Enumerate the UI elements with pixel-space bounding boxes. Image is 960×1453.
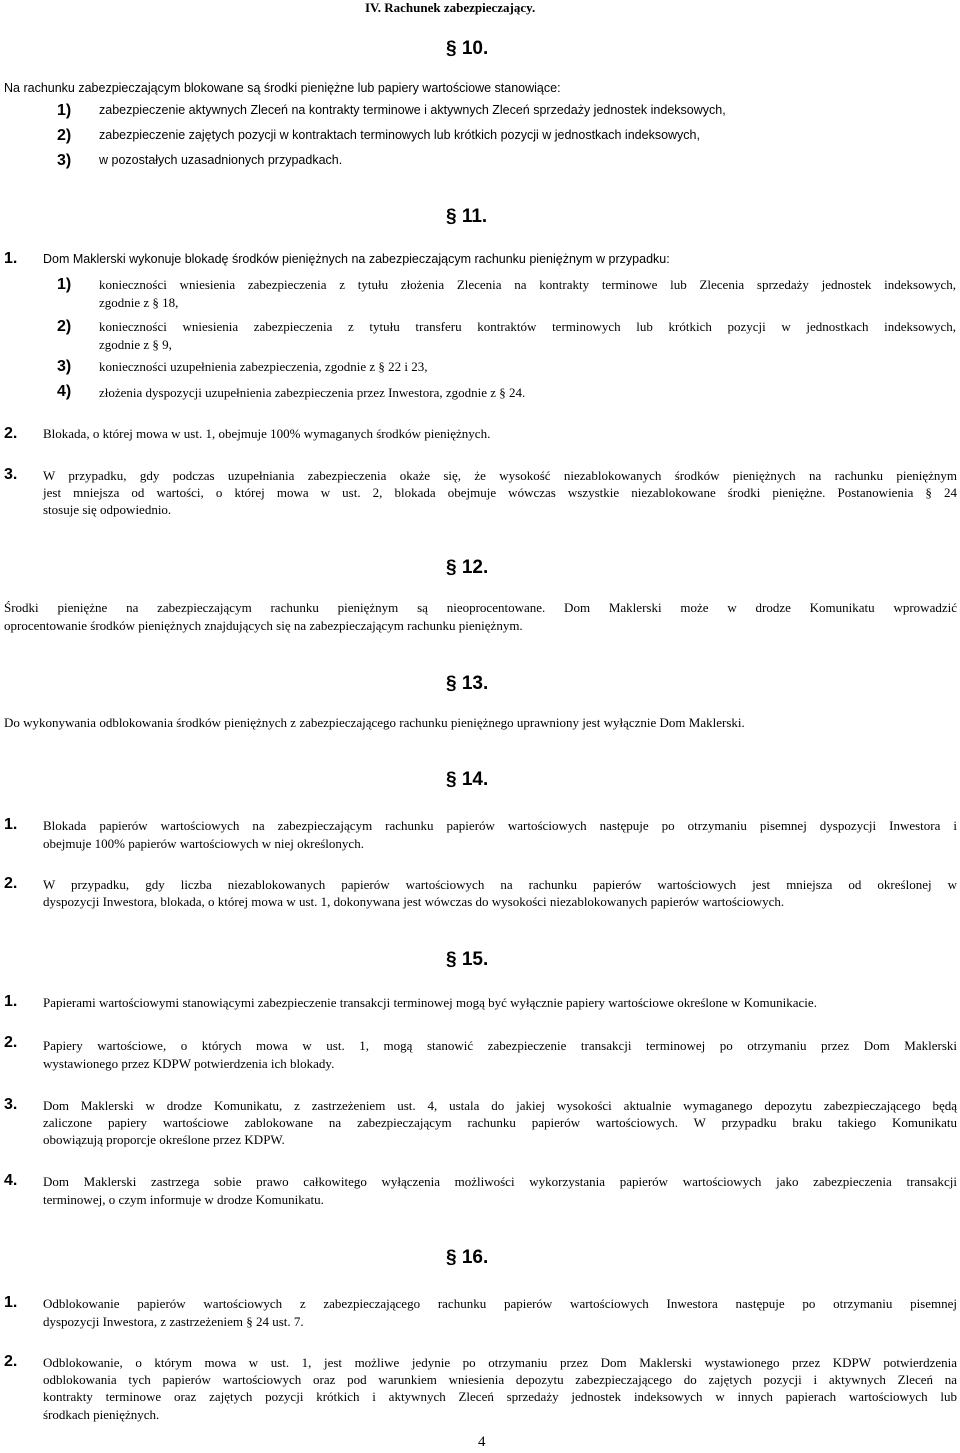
s14-p2-line1: W przypadku, gdy liczba niezablokowanych papierów wartościowych na rachunku papierów wartościowych jest mniejsza od określonej w: [43, 877, 957, 892]
s11-item-4-num: 4): [57, 383, 72, 400]
s16-p2-line3: kontrakty terminowe oraz zajętych pozycji krótkich i aktywnych Zleceń sprzedaży jednostek indeksowych w innych papierach wartościowych lub: [43, 1389, 957, 1404]
s11-p3-line2: jest mniejsza od wartości, o której mowa w ust. 2, blokada obejmuje wówczas wszystkie niezablokowane środki pieniężne. Postanowienia § 24: [43, 485, 957, 500]
s11-p2-text: Blokada, o której mowa w ust. 1, obejmuje 100% wymaganych środków pieniężnych.: [43, 426, 491, 441]
s15-p4-line1: Dom Maklerski zastrzega sobie prawo całkowitego wyłączenia możliwości wykorzystania papierów wartościowych jako zabezpieczenia transakcji: [43, 1174, 957, 1189]
s11-item-3-num: 3): [57, 358, 72, 375]
s11-item-4-text: złożenia dyspozycji uzupełnienia zabezpieczenia przez Inwestora, zgodnie z § 24.: [99, 385, 526, 400]
s11-p3-line1: W przypadku, gdy podczas uzupełniania zabezpieczenia okaże się, że wysokość niezablokowanych środków pieniężnych na rachunku pieniężnym: [43, 468, 957, 483]
s11-p1-num: 1.: [4, 250, 18, 267]
s14-p2-line2: dyspozycji Inwestora, blokada, o której mowa w ust. 1, dokonywana jest wówczas do wysokości niezablokowanych papierów wartościowych.: [43, 894, 785, 909]
s10-item-2-text: zabezpieczenie zajętych pozycji w kontraktach terminowych lub krótkich pozycji w jednostkach indeksowych,: [99, 128, 700, 142]
s11-item-1-num: 1): [57, 276, 72, 293]
s10-item-1-num: 1): [57, 102, 72, 119]
section-heading-10: § 10.: [446, 38, 489, 59]
s16-p2-line4: środkach pieniężnych.: [43, 1407, 160, 1422]
s11-p2-num: 2.: [4, 425, 18, 442]
section-heading-14: § 14.: [446, 769, 489, 790]
s15-p1-line1: Papierami wartościowymi stanowiącymi zabezpieczenie transakcji terminowej mogą być wyłącznie papiery wartościowe określone w Komunikacie.: [43, 995, 817, 1010]
chapter-title: IV. Rachunek zabezpieczający.: [365, 0, 536, 15]
s11-item-3-text: konieczności uzupełnienia zabezpieczenia, zgodnie z § 22 i 23,: [99, 359, 428, 374]
s10-item-3-num: 3): [57, 152, 72, 169]
s13-line1: Do wykonywania odblokowania środków pieniężnych z zabezpieczającego rachunku pieniężnego uprawniony jest wyłącznie Dom Maklerski.: [4, 715, 745, 730]
s15-p2-num: 2.: [4, 1034, 18, 1051]
s14-p1-num: 1.: [4, 816, 18, 833]
s11-item-2-num: 2): [57, 318, 72, 335]
page-number: 4: [478, 1434, 486, 1450]
s16-p2-line2: odblokowania tych papierów wartościowych oraz pod warunkiem wniesienia depozytu zabezpieczającego do zajętych pozycji i aktywnych Zleceń na: [43, 1372, 957, 1387]
s11-item-1-line1: konieczności wniesienia zabezpieczenia z tytułu złożenia Zlecenia na kontrakty terminowe lub Zlecenia sprzedaży jednostek indeksowych,: [99, 277, 956, 292]
s10-intro: Na rachunku zabezpieczającym blokowane są środki pieniężne lub papiery wartościowe stanowiące:: [4, 81, 561, 95]
s16-p1-line1: Odblokowanie papierów wartościowych z zabezpieczającego rachunku papierów wartościowych Inwestora następuje po otrzymaniu pisemnej: [43, 1296, 957, 1311]
s11-item-2-line1: konieczności wniesienia zabezpieczenia z tytułu transferu kontraktów terminowych lub krótkich pozycji w jednostkach indeksowych,: [99, 319, 956, 334]
s15-p2-line2: wystawionego przez KDPW potwierdzenia ich blokady.: [43, 1056, 335, 1071]
s16-p1-num: 1.: [4, 1294, 18, 1311]
s10-item-1-text: zabezpieczenie aktywnych Zleceń na kontrakty terminowe i aktywnych Zleceń sprzedaży jednostek indeksowych,: [99, 103, 726, 117]
s11-p3-line3: stosuje się odpowiednio.: [43, 502, 172, 517]
s15-p3-line2: zaliczone papiery wartościowe zablokowane na zabezpieczającym rachunku papierów wartościowych. W przypadku braku takiego Komunikatu: [43, 1115, 957, 1130]
s10-item-2-num: 2): [57, 127, 72, 144]
s15-p2-line1: Papiery wartościowe, o których mowa w ust. 1, mogą stanowić zabezpieczenie transakcji terminowej po otrzymaniu przez Dom Maklerski: [43, 1038, 957, 1053]
s10-item-3-text: w pozostałych uzasadnionych przypadkach.: [99, 153, 343, 167]
s16-p1-line2: dyspozycji Inwestora, z zastrzeżeniem § 24 ust. 7.: [43, 1314, 304, 1329]
s11-item-1-line2: zgodnie z § 18,: [99, 295, 179, 310]
section-heading-12: § 12.: [446, 557, 489, 578]
s15-p3-line1: Dom Maklerski w drodze Komunikatu, z zastrzeżeniem ust. 4, ustala do jakiej wysokości aktualnie wymaganego depozytu zabezpieczającego będą: [43, 1098, 957, 1113]
s11-p3-num: 3.: [4, 466, 18, 483]
section-heading-13: § 13.: [446, 673, 489, 694]
s15-p1-num: 1.: [4, 993, 18, 1010]
s12-line1: Środki pieniężne na zabezpieczającym rachunku pieniężnym są nieoprocentowane. Dom Maklerski może w drodze Komunikatu wprowadzić: [4, 600, 957, 615]
section-heading-15: § 15.: [446, 949, 489, 970]
s15-p4-num: 4.: [4, 1172, 18, 1189]
s16-p2-line1: Odblokowanie, o którym mowa w ust. 1, jest możliwe jedynie po otrzymaniu przez Dom Maklerski wystawionego przez KDPW potwierdzenia: [43, 1355, 957, 1370]
s15-p3-num: 3.: [4, 1096, 18, 1113]
s15-p3-line3: obowiązują proporcje określone przez KDPW.: [43, 1132, 285, 1147]
section-heading-11: § 11.: [446, 206, 488, 227]
s14-p1-line2: obejmuje 100% papierów wartościowych w niej określonych.: [43, 836, 364, 851]
s16-p2-num: 2.: [4, 1353, 18, 1370]
s11-p1-text: Dom Maklerski wykonuje blokadę środków pieniężnych na zabezpieczającym rachunku pieniężnym w przypadku:: [43, 252, 670, 266]
section-heading-16: § 16.: [446, 1247, 489, 1268]
s14-p1-line1: Blokada papierów wartościowych na zabezpieczającym rachunku papierów wartościowych następuje po otrzymaniu pisemnej dyspozycji Inwestora i: [43, 818, 957, 833]
s15-p4-line2: terminowej, o czym informuje w drodze Komunikatu.: [43, 1192, 324, 1207]
s11-item-2-line2: zgodnie z § 9,: [99, 337, 172, 352]
s14-p2-num: 2.: [4, 875, 18, 892]
s12-line2: oprocentowanie środków pieniężnych znajdujących się na zabezpieczającym rachunku pieniężnym.: [4, 618, 523, 633]
